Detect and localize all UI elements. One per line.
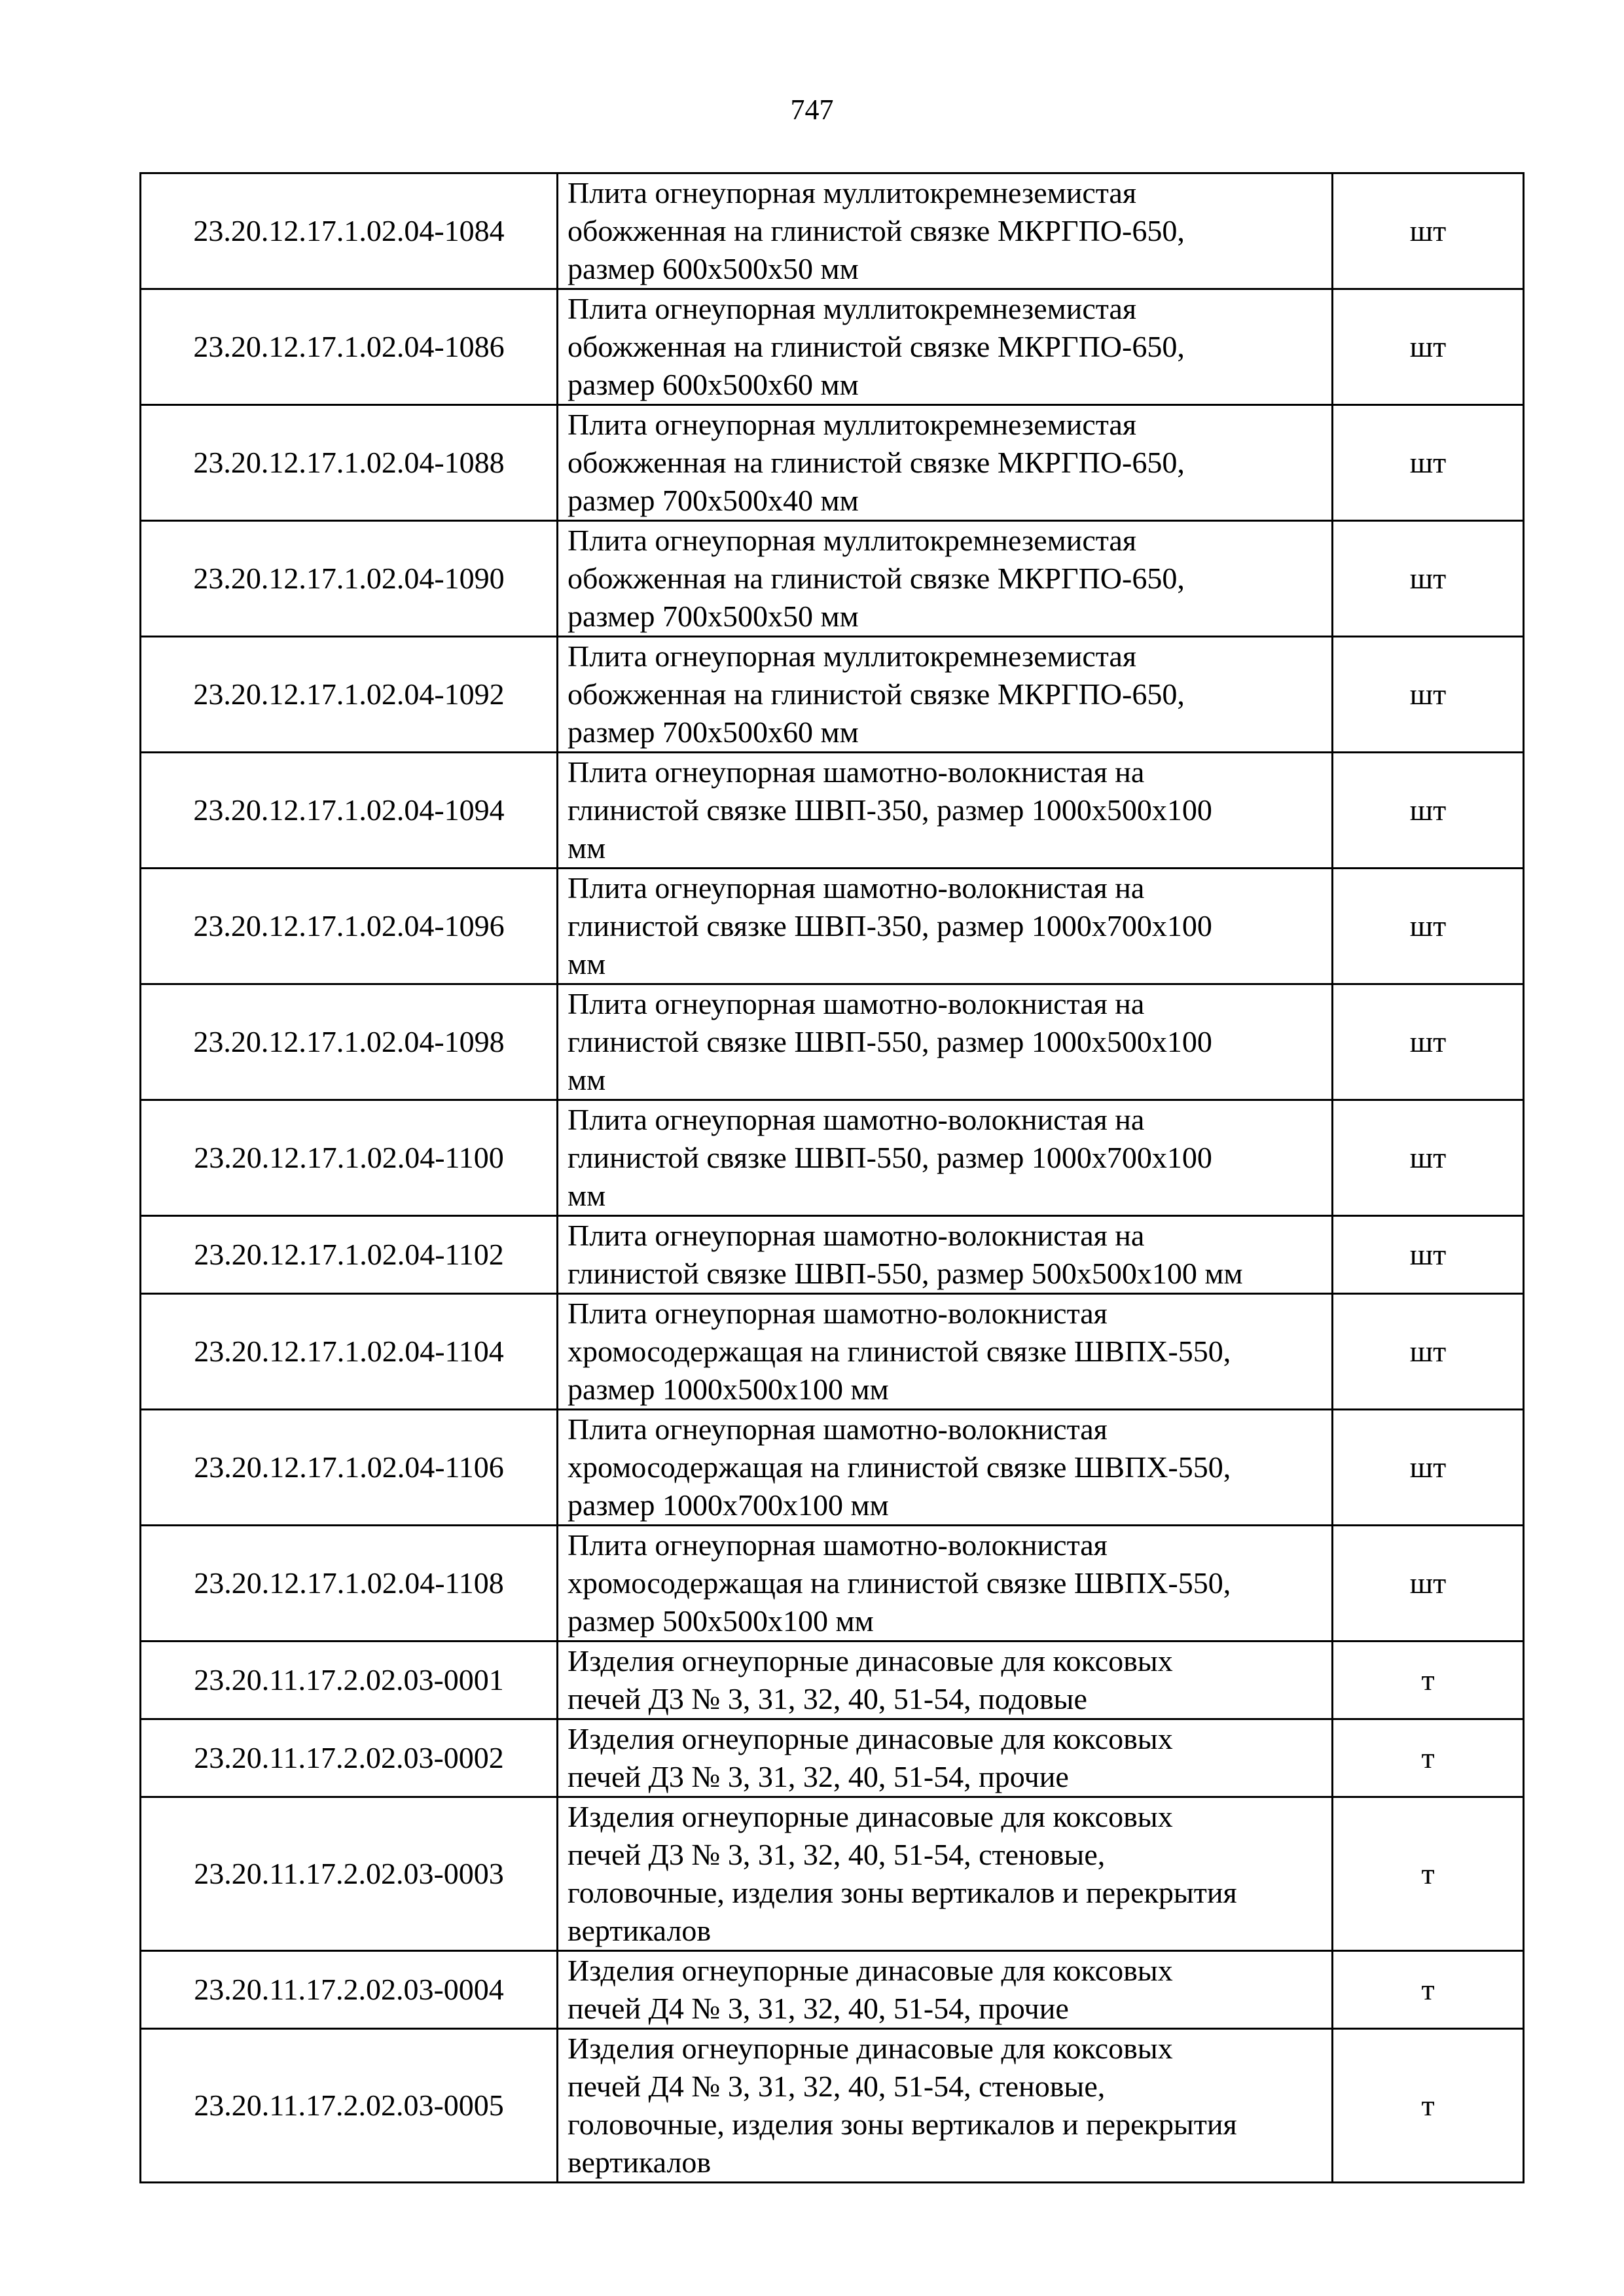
resource-description-cell [558,1216,1333,1294]
description-line: Изделия огнеупорные динасовые для коксовых [568,1644,1173,1677]
unit-cell: шт [1333,405,1524,521]
table-row [141,521,1524,637]
description-line: головочные, изделия зоны вертикалов и перекрытия [568,1876,1237,1909]
resource-code-cell: 23.20.12.17.1.02.04-1088 [141,405,558,521]
resource-description-cell [558,2029,1333,2183]
unit-cell: шт [1333,289,1524,405]
unit-cell: шт [1333,753,1524,869]
description-line: печей Д3 № 3, 31, 32, 40, 51-54, прочие [568,1760,1069,1793]
description-line: Изделия огнеупорные динасовые для коксовых [568,1954,1173,1987]
resource-description-cell [558,1100,1333,1216]
description-line: хромосодержащая на глинистой связке ШВПХ-550, [568,1335,1231,1368]
description-line: мм [568,1179,606,1212]
table-row [141,1797,1524,1951]
resource-code-cell: 23.20.12.17.1.02.04-1104 [141,1294,558,1410]
description-line: Изделия огнеупорные динасовые для коксовых [568,2032,1173,2065]
unit-cell: шт [1333,1100,1524,1216]
resource-description-cell [558,521,1333,637]
description-line: размер 700x500x40 мм [568,484,859,517]
unit-cell: т [1333,1719,1524,1797]
table-row [141,1294,1524,1410]
description-line: глинистой связке ШВП-350, размер 1000x700x100 [568,909,1212,942]
table-row [141,1951,1524,2029]
unit-cell: т [1333,1797,1524,1951]
description-line: Плита огнеупорная муллитокремнеземистая [568,524,1136,557]
resource-description-cell [558,1526,1333,1641]
unit-cell: шт [1333,173,1524,289]
resource-description-cell [558,1641,1333,1719]
description-line: размер 600x500x50 мм [568,252,859,285]
unit-cell: т [1333,2029,1524,2183]
description-line: размер 1000x700x100 мм [568,1488,889,1522]
resource-description-cell [558,1719,1333,1797]
unit-cell: шт [1333,1294,1524,1410]
unit-cell: шт [1333,1216,1524,1294]
description-line: размер 700x500x60 мм [568,715,859,749]
table-row [141,1410,1524,1526]
description-line: Плита огнеупорная муллитокремнеземистая [568,176,1136,209]
resource-code-cell: 23.20.12.17.1.02.04-1094 [141,753,558,869]
description-line: Плита огнеупорная муллитокремнеземистая [568,639,1136,673]
resource-description-cell [558,173,1333,289]
description-line: мм [568,1063,606,1096]
description-line: обожженная на глинистой связке МКРГПО-650, [568,330,1185,363]
resource-code-cell: 23.20.12.17.1.02.04-1084 [141,173,558,289]
unit-cell: т [1333,1641,1524,1719]
table-row [141,984,1524,1100]
table-row [141,1719,1524,1797]
resource-description-cell [558,1294,1333,1410]
description-line: обожженная на глинистой связке МКРГПО-650, [568,677,1185,711]
resource-code-cell: 23.20.11.17.2.02.03-0004 [141,1951,558,2029]
resource-code-cell: 23.20.12.17.1.02.04-1090 [141,521,558,637]
table-row [141,637,1524,753]
table-row [141,1100,1524,1216]
resource-code-cell: 23.20.12.17.1.02.04-1092 [141,637,558,753]
description-line: Плита огнеупорная шамотно-волокнистая на [568,871,1145,905]
description-line: размер 500x500x100 мм [568,1604,874,1638]
table-row [141,753,1524,869]
description-line: Плита огнеупорная шамотно-волокнистая [568,1297,1108,1330]
description-line: головочные, изделия зоны вертикалов и перекрытия [568,2108,1237,2141]
table-row [141,173,1524,289]
description-line: Плита огнеупорная шамотно-волокнистая [568,1528,1108,1562]
resource-code-cell: 23.20.12.17.1.02.04-1100 [141,1100,558,1216]
resource-description-cell [558,869,1333,984]
description-line: Плита огнеупорная шамотно-волокнистая на [568,755,1145,789]
description-line: Изделия огнеупорные динасовые для коксовых [568,1800,1173,1833]
unit-cell: шт [1333,637,1524,753]
resource-code-cell: 23.20.12.17.1.02.04-1098 [141,984,558,1100]
description-line: размер 600x500x60 мм [568,368,859,401]
resource-code-cell: 23.20.12.17.1.02.04-1108 [141,1526,558,1641]
resource-code-cell: 23.20.12.17.1.02.04-1096 [141,869,558,984]
resource-code-cell: 23.20.11.17.2.02.03-0001 [141,1641,558,1719]
description-line: глинистой связке ШВП-550, размер 1000x500x100 [568,1025,1212,1058]
page-number: 747 [790,94,834,126]
resource-description-cell [558,289,1333,405]
description-line: печей Д4 № 3, 31, 32, 40, 51-54, прочие [568,1992,1069,2025]
resource-table [139,172,1525,2183]
description-line: печей Д4 № 3, 31, 32, 40, 51-54, стеновые, [568,2070,1106,2103]
description-line: Плита огнеупорная муллитокремнеземистая [568,292,1136,325]
description-line: Плита огнеупорная шамотно-волокнистая [568,1412,1108,1446]
resource-description-cell [558,984,1333,1100]
description-line: глинистой связке ШВП-550, размер 1000x700x100 [568,1141,1212,1174]
description-line: вертикалов [568,1914,712,1947]
resource-code-cell: 23.20.12.17.1.02.04-1102 [141,1216,558,1294]
description-line: размер 1000x500x100 мм [568,1372,889,1406]
resource-description-cell [558,637,1333,753]
resource-code-cell: 23.20.12.17.1.02.04-1086 [141,289,558,405]
description-line: глинистой связке ШВП-350, размер 1000x500x100 [568,793,1212,827]
table-row [141,2029,1524,2183]
description-line: Плита огнеупорная муллитокремнеземистая [568,408,1136,441]
table-row [141,405,1524,521]
resource-code-cell: 23.20.11.17.2.02.03-0003 [141,1797,558,1951]
resource-code-cell: 23.20.11.17.2.02.03-0002 [141,1719,558,1797]
table-body [141,173,1524,2183]
resource-code-cell: 23.20.12.17.1.02.04-1106 [141,1410,558,1526]
description-line: хромосодержащая на глинистой связке ШВПХ-550, [568,1566,1231,1600]
unit-cell: шт [1333,1526,1524,1641]
description-line: мм [568,831,606,865]
description-line: печей Д3 № 3, 31, 32, 40, 51-54, стеновые, [568,1838,1106,1871]
unit-cell: шт [1333,1410,1524,1526]
description-line: мм [568,947,606,980]
unit-cell: шт [1333,869,1524,984]
table-row [141,1526,1524,1641]
unit-cell: т [1333,1951,1524,2029]
description-line: Плита огнеупорная шамотно-волокнистая на [568,987,1145,1020]
table-row [141,1216,1524,1294]
resource-description-cell [558,753,1333,869]
table-row [141,289,1524,405]
resource-description-cell [558,1410,1333,1526]
description-line: обожженная на глинистой связке МКРГПО-650, [568,446,1185,479]
table-row [141,869,1524,984]
table-row [141,1641,1524,1719]
description-line: глинистой связке ШВП-550, размер 500x500x100 мм [568,1257,1243,1290]
description-line: Плита огнеупорная шамотно-волокнистая на [568,1219,1145,1252]
unit-cell: шт [1333,521,1524,637]
resource-description-cell [558,405,1333,521]
resource-code-cell: 23.20.11.17.2.02.03-0005 [141,2029,558,2183]
description-line: хромосодержащая на глинистой связке ШВПХ-550, [568,1450,1231,1484]
resource-description-cell [558,1797,1333,1951]
description-line: обожженная на глинистой связке МКРГПО-650, [568,214,1185,247]
description-line: печей Д3 № 3, 31, 32, 40, 51-54, подовые [568,1682,1087,1715]
resource-description-cell [558,1951,1333,2029]
description-line: Плита огнеупорная шамотно-волокнистая на [568,1103,1145,1136]
description-line: обожженная на глинистой связке МКРГПО-650, [568,562,1185,595]
description-line: Изделия огнеупорные динасовые для коксовых [568,1722,1173,1755]
description-line: вертикалов [568,2145,712,2179]
unit-cell: шт [1333,984,1524,1100]
description-line: размер 700x500x50 мм [568,600,859,633]
